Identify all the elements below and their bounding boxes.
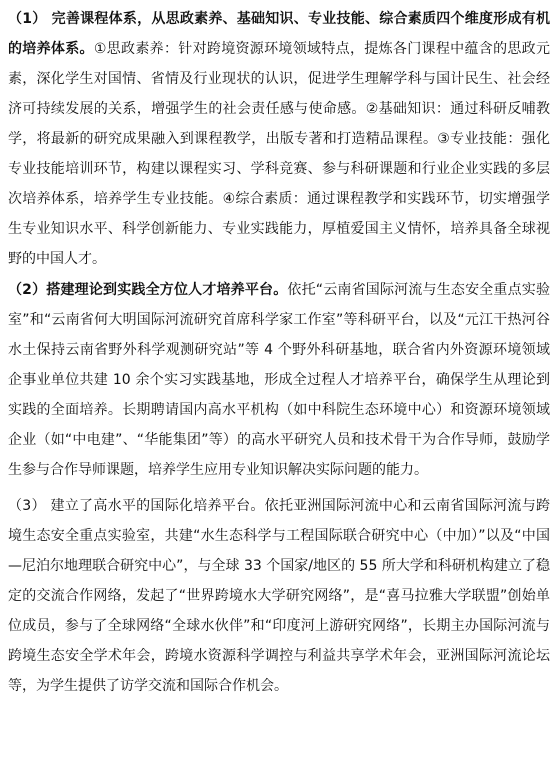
paragraph-training-platform	[8, 275, 550, 485]
paragraph-curriculum-system	[8, 4, 550, 274]
paragraph-2-body: 依托“云南省国际河流与生态安全重点实验室”和“云南省何大明国际河流研究首席科学家工作室”等科研平台，以及“元江干热河谷水土保持云南省野外科学观测研究站”等 4 个野外科研基地，联合省内外资源环境领域企事业单位共建 10 余个实习实践基地，形成全过程人才培养平台，确保学生从理论到实践的全面培养。长期聘请国内高水平机构（如中科院生态环境中心）和资源环境领域企业（如“中电建”、“华能集团”等）的高水平研究人员和技术骨干为合作导师，鼓励学生参与合作导师课题，培养学生应用专业知识解决实际问题的能力。	[8, 282, 550, 478]
paragraph-1-body: ①思政素养：针对跨境资源环境领域特点，提炼各门课程中蕴含的思政元素，深化学生对国情、省情及行业现状的认识，促进学生理解学科与国计民生、社会经济可持续发展的关系，增强学生的社会责任感与使命感。②基础知识：通过科研反哺教学，将最新的研究成果融入到课程教学，出版专著和打造精品课程。③专业技能：强化专业技能培训环节，构建以课程实习、学科竞赛、参与科研课题和行业企业实践的多层次培养体系，培养学生专业技能。④综合素质：通过课程教学和实践环节，切实增强学生专业知识水平、科学创新能力、专业实践能力，厚植爱国主义情怀，培养具备全球视野的中国人才。	[8, 41, 550, 267]
paragraph-2-heading: （2）搭建理论到实践全方位人才培养平台。	[8, 282, 288, 298]
paragraph-1-heading: （1） 完善课程体系，从思政素养、基础知识、专业技能、综合素质四个维度形成有机的培养体系。	[8, 11, 550, 57]
paragraph-3-body: （3） 建立了高水平的国际化培养平台。依托亚洲国际河流中心和云南省国际河流与跨境生态安全重点实验室，共建“水生态科学与工程国际联合研究中心（中加）”以及“中国—尼泊尔地理联合研究中心”，与全球 33 个国家/地区的 55 所大学和科研机构建立了稳定的交流合作网络，发起了“世界跨境水大学研究网络”，是“喜马拉雅大学联盟”创始单位成员，参与了全球网络“全球水伙伴”和“印度河上游研究网络”，长期主办国际河流与跨境生态安全学术年会，跨境水资源科学调控与利益共享学术年会，亚洲国际河流论坛等，为学生提供了访学交流和国际合作机会。	[8, 498, 550, 694]
paragraph-international-platform	[8, 491, 550, 701]
